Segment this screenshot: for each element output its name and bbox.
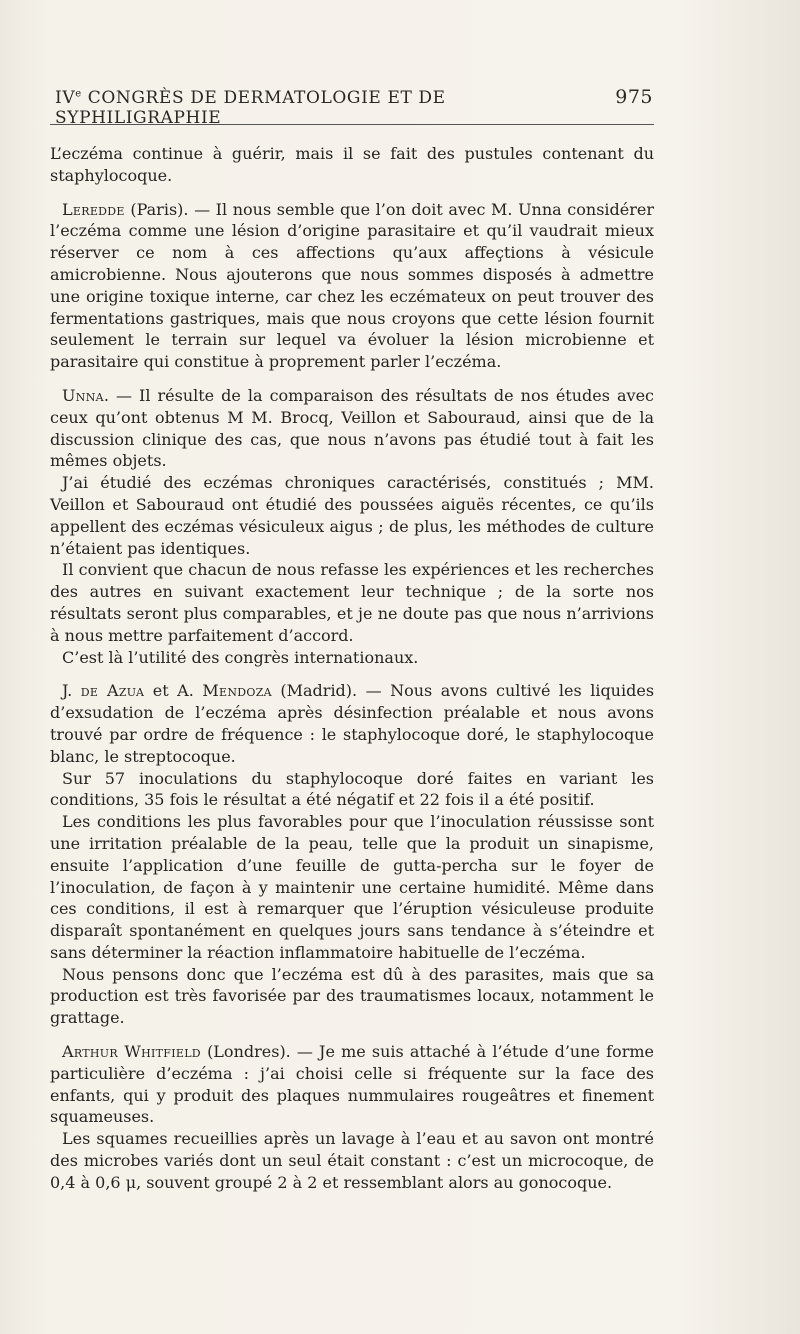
paragraph: Les conditions les plus favorables pour que l’inoculation réussisse sont une irritation préalable de la peau, telle que la produit un sinapisme, ensuite l’application d’une feuille de gutta-percha sur le foyer de l’inoculation, de façon à y maintenir une certaine humidité. Même dans ces conditions, il est à remarquer que l’éruption vésiculeuse produite disparaît spontanément en quelques jours sans tendance à s’éteindre et sans déterminer la réaction inflammatoire habituelle de l’eczéma. [50, 812, 654, 962]
paragraph: Unna. — Il résulte de la comparaison des résultats de nos études avec ceux qu’ont obtenus M M. Brocq, Veillon et Sabouraud, ainsi que de la discussion clinique des cas, que nous n’avons pas étudié tout à fait les mêmes objets. [50, 385, 654, 471]
speaker-name: de Azua [80, 681, 145, 701]
paragraph: Il convient que chacun de nous refasse les expériences et les recherches des autres en suivant exactement leur technique ; de la sorte nos résultats seront plus comparables, et je ne doute pas que nous n’arrivions à nous mettre parfaitement d’accord. [50, 560, 654, 645]
speaker-name: Arthur Whitfield [62, 1042, 201, 1062]
header-title: IVe CONGRÈS DE DERMATOLOGIE ET DE SYPHILIGRAPHIE [55, 88, 446, 128]
paragraph: Leredde (Paris). — Il nous semble que l’on doit avec M. Unna considérer l’eczéma comme une lésion d’origine parasitaire et qu’il vaudrait mieux réserver ce nom à ces affections qu’aux affeçtions à vésicule amicrobienne. Nous ajouterons que nous sommes disposés à admettre une origine toxique interne, car chez les eczémateux on peut trouver des fermentations gastriques, mais que nous croyons que cette lésion fournit seulement le terrain sur lequel va évoluer la lésion microbienne et parasitaire qui constitue à proprement parler l’eczéma. [50, 199, 654, 372]
paragraph: L’eczéma continue à guérir, mais il se fait des pustules contenant du staphylocoque. [50, 144, 654, 185]
speaker-name: Mendoza [202, 681, 272, 701]
paragraph: J’ai étudié des eczémas chroniques caractérisés, constitués ; MM. Veillon et Sabouraud ont étudié des poussées aiguës récentes, ce qu’ils appellent des eczémas vésiculeux aigus ; de plus, les méthodes de culture n’étaient pas identiques. [50, 473, 654, 558]
paragraph: Arthur Whitfield (Londres). — Je me suis attaché à l’étude d’une forme particulière d’eczéma : j’ai choisi celle si fréquente sur la face des enfants, qui y produit des plaques nummulaires rougeâtres et finement squameuses. [50, 1042, 654, 1127]
paragraph: J. de Azua et A. Mendoza (Madrid). — Nous avons cultivé les liquides d’exsudation de l’eczéma après désinfection préalable et nous avons trouvé par ordre de fréquence : le staphylocoque doré, le staphylocoque blanc, le streptocoque. [50, 681, 655, 766]
speaker-name: Unna [62, 385, 104, 405]
header-rule [50, 124, 654, 125]
running-header [55, 86, 653, 128]
page-body [50, 143, 654, 1194]
speaker-name: Leredde [62, 199, 125, 219]
paragraph: Les squames recueillies après un lavage à l’eau et au savon ont montré des microbes variés dont un seul était constant : c’est un microcoque, de 0,4 à 0,6 μ, souvent groupé 2 à 2 et ressemblant alors au gonocoque. [50, 1129, 654, 1192]
paragraph: Nous pensons donc que l’eczéma est dû à des parasites, mais que sa production est très favorisée par des traumatismes locaux, notamment le grattage. [50, 964, 654, 1028]
paragraph: Sur 57 inoculations du staphylocoque doré faites en variant les conditions, 35 fois le résultat a été négatif et 22 fois il a été positif. [50, 768, 654, 810]
page-number: 975 [615, 86, 653, 108]
paragraph: C’est là l’utilité des congrès internationaux. [62, 647, 419, 667]
